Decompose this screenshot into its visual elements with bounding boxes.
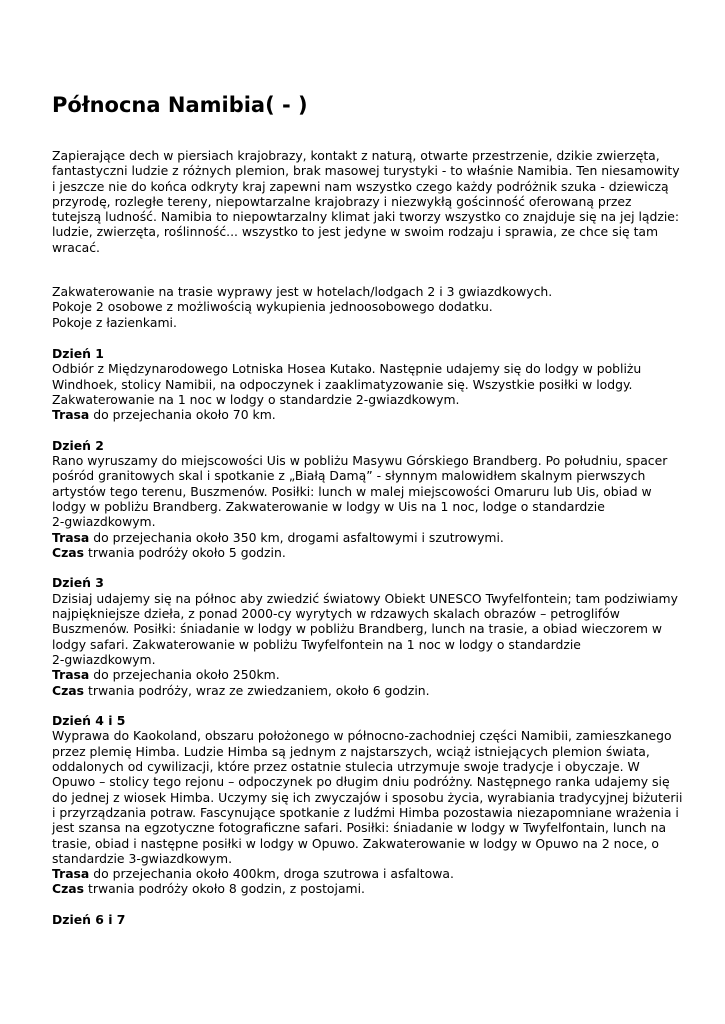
day-line: artystów tego terenu, Buszmenów. Posiłki: lunch w malej miejscowości Omaruru lub Uis, obiad w bbox=[52, 483, 652, 499]
intro-line: Zapierające dech w piersiach krajobrazy, kontakt z naturą, otwarte przestrzenie, dzikie zwierzęta, bbox=[52, 148, 660, 163]
day-section bbox=[52, 912, 677, 927]
day-line: lodgy w pobliżu Brandberg. Zakwaterowanie w lodgy w Uis na 1 noc, lodge o standardzie bbox=[52, 498, 605, 514]
duration-line bbox=[52, 683, 677, 698]
route-label: Trasa bbox=[52, 529, 90, 545]
day-title: Dzień 6 i 7 bbox=[52, 911, 126, 927]
day-line: Odbiór z Międzynarodowego Lotniska Hosea Kutako. Następnie udajemy się do lodgy w pobliżu bbox=[52, 361, 642, 377]
day-section bbox=[52, 346, 677, 422]
day-line: Dzisiaj udajemy się na północ aby zwiedzić światowy Obiekt UNESCO Twyfelfontein; tam podziwiamy bbox=[52, 590, 678, 606]
route-label: Trasa bbox=[52, 667, 90, 683]
day-line: oddalonych od cywilizacji, które przez ostatnie stulecia utrzymuje swoje tradycje i obyczaje. W bbox=[52, 759, 640, 775]
day-line: 2-gwiazdkowym. bbox=[52, 651, 156, 667]
intro-line: wracać. bbox=[52, 239, 100, 255]
day-line: do jednej z wiosek Himba. Uczymy się ich zwyczajów i sposobu życia, wyrabiania tradycyjnej biżuterii bbox=[52, 789, 683, 805]
day-title: Dzień 1 bbox=[52, 346, 104, 361]
day-title: Dzień 2 bbox=[52, 437, 104, 453]
day-section bbox=[52, 713, 683, 897]
itinerary bbox=[52, 346, 683, 943]
route-label: Trasa bbox=[52, 866, 90, 882]
day-line: Rano wyruszamy do miejscowości Uis w pobliżu Masywu Górskiego Brandberg. Po południu, spacer bbox=[52, 453, 668, 469]
intro-paragraph bbox=[52, 148, 680, 255]
day-line: lodgy safari. Zakwaterowanie w pobliżu Twyfelfontein na 1 noc w lodgy o standardzie bbox=[52, 636, 581, 652]
day-line: Wyprawa do Kaokoland, obszaru położonego w północno-zachodniej części Namibii, zamieszkanego bbox=[52, 728, 672, 744]
intro-line: ludzie, zwierzęta, roślinność... wszystko to jest jedyne w swoim rodzaju i sprawia, ze chce się tam bbox=[52, 224, 659, 240]
day-line: jest szansa na egzotyczne fotograficzne safari. Posiłki: śniadanie w lodgy w Twyfelfontain, lunch na bbox=[52, 820, 667, 836]
intro-line: tutejszą ludność. Namibia to niepowtarzalny klimat jaki tworzy wszystko co znajduje się na jej lądzie: bbox=[52, 209, 680, 225]
route-label: Trasa bbox=[52, 407, 90, 423]
day-line: Buszmenów. Posiłki: śniadanie w lodgy w pobliżu Brandberg, lunch na trasie, a obiad wieczorem w bbox=[52, 621, 662, 637]
accommodation-line: Zakwaterowanie na trasie wyprawy jest w hotelach/lodgach 2 i 3 gwiazdkowych. bbox=[52, 284, 553, 299]
route-line bbox=[52, 667, 677, 682]
route-line bbox=[52, 407, 677, 422]
duration-text: trwania podróży około 5 godzin. bbox=[84, 544, 286, 560]
day-line: najpiękniejsze dzieła, z ponad 2000-cy wyrytych w rdzawych skalach obrazów – petroglifów bbox=[52, 606, 620, 622]
intro-line: fantastyczni ludzie z różnych plemion, brak masowej turystyki - to właśnie Namibia. Ten niesamowity bbox=[52, 163, 680, 179]
day-line: Windhoek, stolicy Namibii, na odpoczynek i zaaklimatyzowanie się. Wszystkie posiłki w lodgy. bbox=[52, 376, 633, 392]
day-line: Zakwaterowanie na 1 noc w lodgy o standardzie 2-gwiazdkowym. bbox=[52, 391, 460, 407]
route-line bbox=[52, 530, 677, 545]
day-title: Dzień 3 bbox=[52, 575, 104, 591]
duration-label: Czas bbox=[52, 881, 85, 897]
route-text: do przejechania około 350 km, drogami asfaltowymi i szutrowymi. bbox=[89, 529, 504, 545]
day-line: przez plemię Himba. Ludzie Himba są jednym z najstarszych, wciąż istniejących plemion świata, bbox=[52, 743, 650, 759]
duration-line bbox=[52, 545, 677, 560]
day-line: 2-gwiazdkowym. bbox=[52, 514, 156, 530]
route-text: do przejechania około 70 km. bbox=[89, 407, 276, 423]
duration-label: Czas bbox=[52, 544, 85, 560]
duration-line bbox=[52, 881, 677, 896]
route-line bbox=[52, 866, 677, 881]
intro-line: i jeszcze nie do końca odkryty kraj zapewni nam wszystko czego każdy podróżnik szuka - dziewiczą bbox=[52, 178, 669, 194]
day-section bbox=[52, 575, 677, 697]
day-line: Opuwo – stolicy tego rejonu – odpoczynek po długim dniu podróżny. Następnego ranka udajemy się bbox=[52, 774, 670, 790]
accommodation-line: Pokoje z łazienkami. bbox=[52, 314, 177, 330]
day-section bbox=[52, 438, 677, 560]
route-text: do przejechania około 400km, droga szutrowa i asfaltowa. bbox=[89, 866, 454, 882]
duration-label: Czas bbox=[52, 682, 85, 698]
duration-text: trwania podróży, wraz ze zwiedzaniem, około 6 godzin. bbox=[84, 682, 430, 698]
intro-line: przyrodę, rozległe tereny, niepowtarzalne krajobrazy i niezwykłą gościnność oferowaną przez bbox=[52, 193, 632, 209]
accommodation-info bbox=[52, 284, 677, 330]
duration-text: trwania podróży około 8 godzin, z postojami. bbox=[84, 881, 365, 897]
page-title: Północna Namibia( - ) bbox=[52, 93, 308, 117]
accommodation-line: Pokoje 2 osobowe z możliwością wykupienia jednoosobowego dodatku. bbox=[52, 299, 493, 315]
day-line: trasie, obiad i następne posiłki w lodgy w Opuwo. Zakwaterowanie w lodgy w Opuwo na 2 noce, o bbox=[52, 835, 659, 851]
day-line: pośród granitowych skal i spotkanie z „Białą Damą” - słynnym malowidłem skalnym pierwszych bbox=[52, 468, 646, 484]
day-line: standardzie 3-gwiazdkowym. bbox=[52, 850, 233, 866]
day-title: Dzień 4 i 5 bbox=[52, 713, 126, 729]
route-text: do przejechania około 250km. bbox=[89, 667, 280, 683]
day-line: i przyrządzania potraw. Fascynujące spotkanie z ludźmi Himba pozostawia niezapomniane wrażenia i bbox=[52, 804, 679, 820]
